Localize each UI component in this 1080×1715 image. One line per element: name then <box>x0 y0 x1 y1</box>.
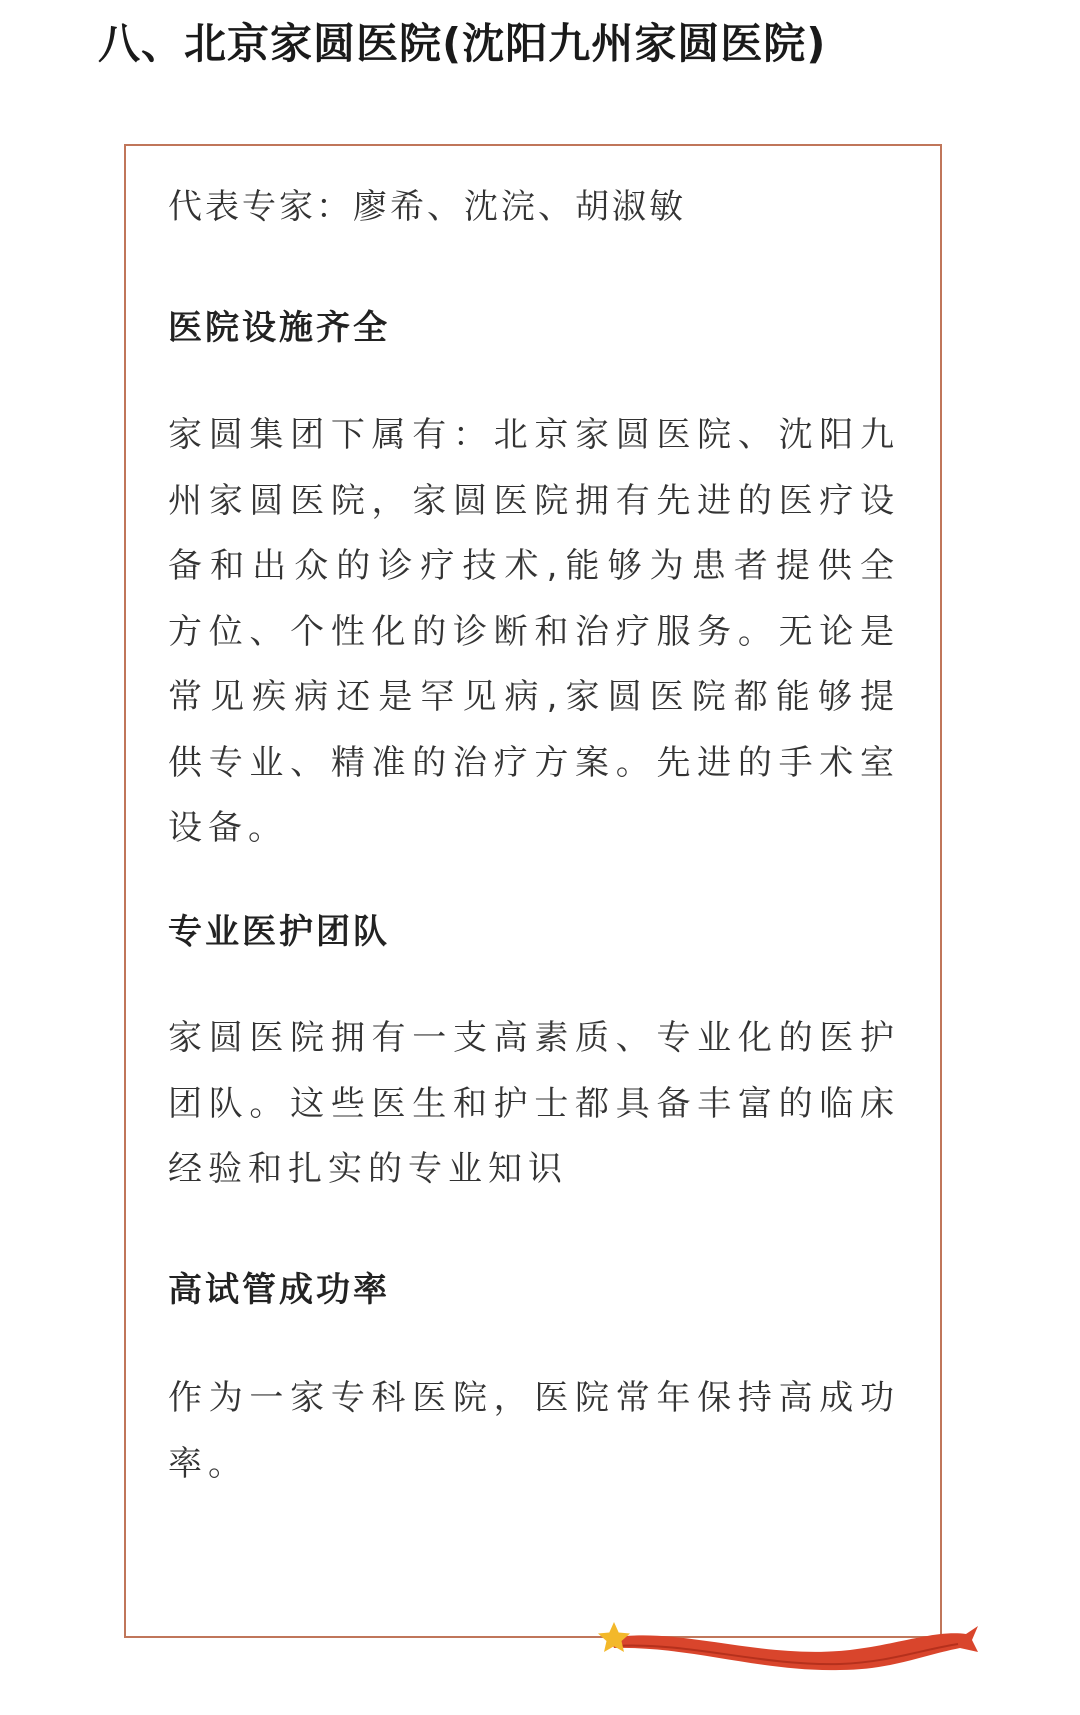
info-box <box>124 144 942 1638</box>
section-body-success-rate: 作为一家专科医院，医院常年保持高成功率。 <box>168 1378 900 1484</box>
page-title: 八、北京家圆医院(沈阳九州家圆医院) <box>98 19 827 68</box>
star-ribbon-icon <box>590 1612 980 1682</box>
section-heading-team: 专业医护团队 <box>168 912 390 952</box>
section-body-facilities: 家圆集团下属有：北京家圆医院、沈阳九州家圆医院，家圆医院拥有先进的医疗设备和出众的诊疗技术,能够为患者提供全方位、个性化的诊断和治疗服务。无论是常见疾病还是罕见病,家圆医院都能够提供专业、精准的治疗方案。先进的手术室设备。 <box>168 415 900 848</box>
section-heading-facilities: 医院设施齐全 <box>168 308 390 348</box>
section-body-team: 家圆医院拥有一支高素质、专业化的医护团队。这些医生和护士都具备丰富的临床经验和扎实的专业知识 <box>168 1018 900 1189</box>
section-heading-success-rate: 高试管成功率 <box>168 1270 390 1310</box>
experts-line: 代表专家：廖希、沈浣、胡淑敏 <box>168 187 686 227</box>
